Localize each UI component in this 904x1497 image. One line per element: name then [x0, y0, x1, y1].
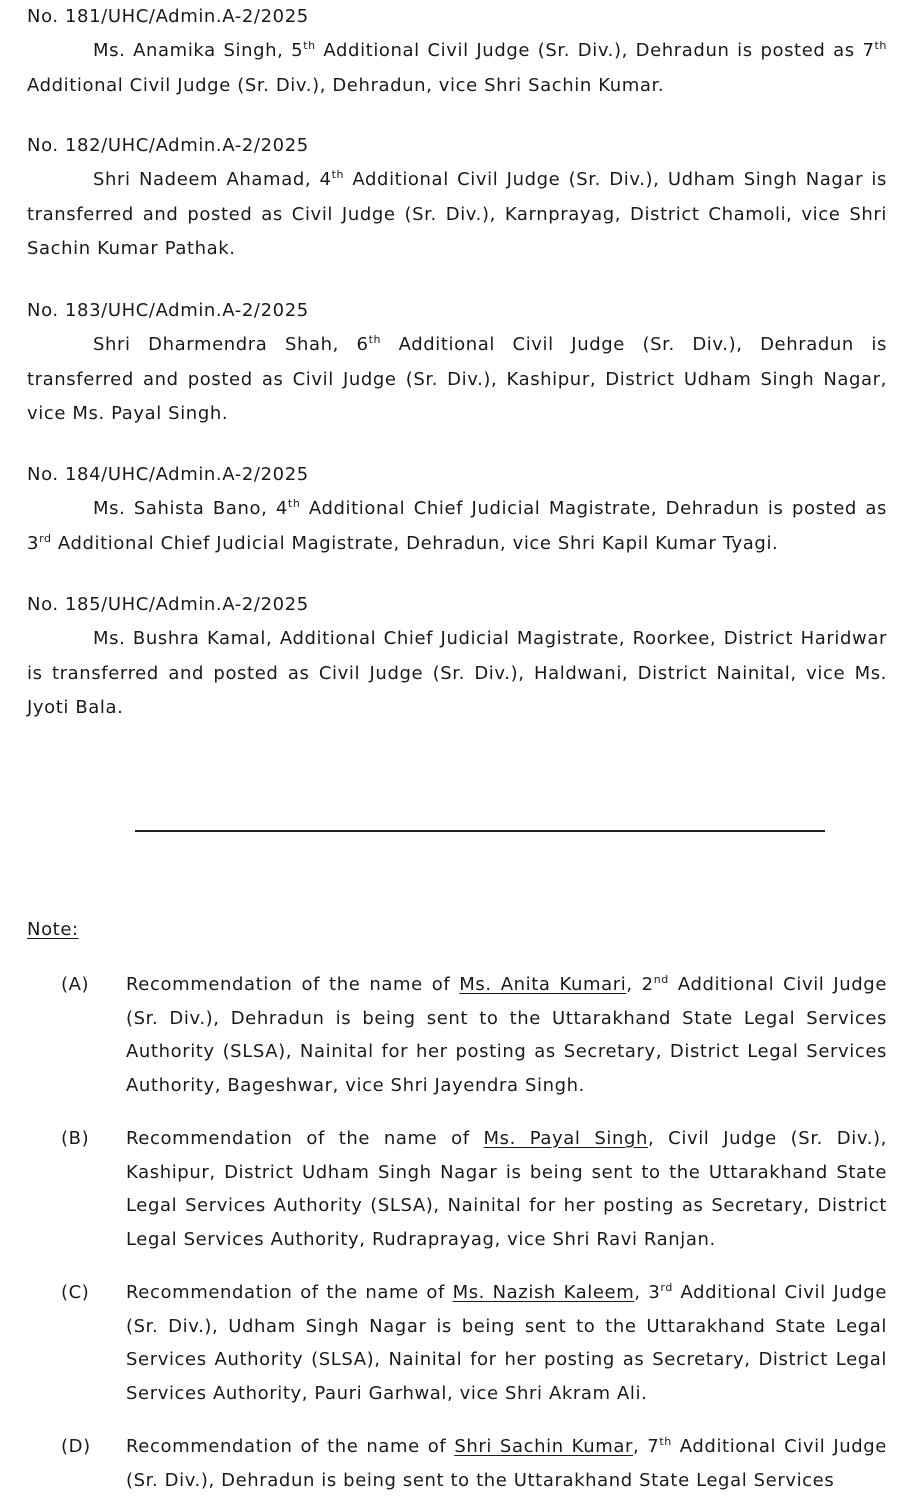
ordinal-suffix: th — [303, 39, 316, 52]
order-text-part: Additional Civil Judge (Sr. Div.), Udham Singh Nagar is transferred and posted as Civil Judge (Sr. Div.), Karnprayag, District Chamoli, vice Shri Sachin Kumar Pathak. — [27, 169, 888, 260]
ordinal-suffix: th — [368, 333, 382, 346]
order-182 — [27, 129, 887, 267]
order-text-part: Additional Chief Judicial Magistrate, Dehradun is posted as — [300, 498, 887, 519]
note-label: (C) — [61, 1282, 90, 1303]
note-item-d — [27, 1430, 887, 1497]
note-label: (B) — [61, 1128, 90, 1149]
note-text-part: Additional Civil Judge (Sr. Div.), Udham Singh Nagar is being sent to the Uttarakhand State Legal Services Authority (SLSA), Nainital for her posting as Secretary, District Legal Services Authority, Pauri Garhwal, vice Shri Akram Ali. — [126, 1282, 887, 1404]
officer-name: Shri Dharmendra Shah — [93, 334, 333, 355]
note-text — [126, 1122, 887, 1256]
note-label: (A) — [61, 974, 90, 995]
order-text-part: Additional Civil Judge (Sr. Div.), Dehradun is posted as — [315, 40, 863, 61]
order-184 — [27, 458, 887, 561]
ordinal-suffix: rd — [660, 1281, 673, 1294]
note-text-part: , — [632, 1436, 648, 1457]
ordinal: 5 — [291, 40, 304, 61]
note-item-b — [27, 1122, 887, 1256]
note-text — [126, 1430, 887, 1497]
order-number: No. 181/UHC/Admin.A-2/2025 — [27, 6, 309, 27]
order-number: No. 182/UHC/Admin.A-2/2025 — [27, 135, 309, 156]
note-text-part: Additional Civil Judge (Sr. Div.), Dehradun is being sent to the Uttarakhand State Legal Services — [126, 1436, 887, 1491]
officer-name: Shri Sachin Kumar — [454, 1436, 633, 1457]
order-text-part: Additional Chief Judicial Magistrate, Dehradun, vice Shri Kapil Kumar Tyagi. — [51, 532, 779, 554]
note-item-c — [27, 1276, 887, 1410]
order-text-part: Additional Civil Judge (Sr. Div.), Dehradun is transferred and posted as Civil Judge (Sr. Div.), Kashipur, District Udham Singh Nagar, vice Ms. Payal Singh. — [27, 334, 887, 425]
note-text-part: Additional Civil Judge (Sr. Div.), Dehradun is being sent to the Uttarakhand State Legal Services Authority (SLSA), Nainital for her posting as Secretary, District Legal Services Authority, Bageshwar, vice Shri Jayendra Singh. — [126, 974, 888, 1096]
ordinal-suffix: nd — [653, 973, 669, 986]
order-185 — [27, 588, 887, 726]
ordinal-suffix: th — [287, 497, 301, 510]
note-text-part: , — [634, 1282, 649, 1303]
officer-name: Ms. Sahista Bano — [93, 498, 262, 519]
officer-name: Ms. Payal Singh — [483, 1128, 649, 1149]
officer-name: Ms. Anamika Singh — [93, 40, 278, 61]
note-text-part: Recommendation of the name of — [126, 1282, 453, 1303]
order-number: No. 183/UHC/Admin.A-2/2025 — [27, 300, 309, 321]
note-item-a — [27, 968, 887, 1102]
note-text-part: Civil Judge (Sr. Div.), Kashipur, District Udham Singh Nagar is being sent to the Uttarakhand State Legal Services Authority (SLSA), Nainital for her posting as Secretary, District Legal Services Authority, Rudraprayag, vice Shri Ravi Ranjan. — [126, 1128, 887, 1250]
ordinal: 4 — [275, 498, 288, 519]
divider-line — [135, 830, 825, 832]
order-text-part: Additional Chief Judicial Magistrate, Roorkee, District Haridwar is transferred and posted as Civil Judge (Sr. Div.), Haldwani, District Nainital, vice Ms. Jyoti Bala. — [27, 628, 887, 719]
order-text: Ms. Anamika Singh, 5th Additional Civil Judge (Sr. Div.), Dehradun is posted as 7th Additional Civil Judge (Sr. Div.), Dehradun, vice Shri Sachin Kumar. — [27, 39, 887, 96]
note-heading: Note: — [27, 919, 79, 940]
officer-name: Ms. Nazish Kaleem — [452, 1282, 635, 1303]
ordinal-suffix: th — [331, 168, 345, 181]
order-text: Ms. Sahista Bano, 4th Additional Chief Judicial Magistrate, Dehradun is posted as 3rd Additional Chief Judicial Magistrate, Dehradun, vice Shri Kapil Kumar Tyagi. — [27, 497, 887, 554]
ordinal: 2 — [641, 974, 654, 995]
order-text: Shri Nadeem Ahamad, 4th Additional Civil Judge (Sr. Div.), Udham Singh Nagar is transferred and posted as Civil Judge (Sr. Div.), Karnprayag, District Chamoli, vice Shri Sachin Kumar Pathak. — [27, 168, 888, 260]
ordinal: 7 — [862, 40, 875, 61]
ordinal-suffix: th — [659, 1435, 672, 1448]
ordinal: 3 — [27, 532, 40, 554]
order-number: No. 185/UHC/Admin.A-2/2025 — [27, 594, 309, 615]
note-text-part: Recommendation of the name of — [126, 1128, 484, 1149]
ordinal-suffix: rd — [39, 531, 52, 545]
order-text: Shri Dharmendra Shah, 6th Additional Civil Judge (Sr. Div.), Dehradun is transferred and posted as Civil Judge (Sr. Div.), Kashipur, District Udham Singh Nagar, vice Ms. Payal Singh. — [27, 333, 887, 425]
note-text-part: Recommendation of the name of — [126, 1436, 455, 1457]
order-181 — [27, 0, 887, 103]
order-183 — [27, 294, 887, 432]
officer-name: Shri Nadeem Ahamad — [93, 169, 305, 190]
note-text — [126, 968, 887, 1102]
note-text-part: , — [626, 974, 642, 995]
note-label: (D) — [61, 1436, 91, 1457]
ordinal: 3 — [648, 1282, 661, 1303]
ordinal: 7 — [647, 1436, 660, 1457]
order-text: Ms. Bushra Kamal, Additional Chief Judicial Magistrate, Roorkee, District Haridwar is transferred and posted as Civil Judge (Sr. Div.), Haldwani, District Nainital, vice Ms. Jyoti Bala. — [27, 628, 887, 719]
officer-name: Ms. Bushra Kamal — [93, 628, 267, 649]
officer-name: Ms. Anita Kumari — [459, 974, 627, 995]
note-text-part: Recommendation of the name of — [126, 974, 460, 995]
note-text-part: , — [648, 1128, 669, 1149]
order-number: No. 184/UHC/Admin.A-2/2025 — [27, 464, 309, 485]
order-text-part: Additional Civil Judge (Sr. Div.), Dehradun, vice Shri Sachin Kumar. — [27, 74, 665, 96]
ordinal: 4 — [319, 169, 332, 190]
note-text — [126, 1276, 887, 1410]
ordinal-suffix: th — [874, 39, 887, 52]
ordinal: 6 — [356, 334, 369, 355]
